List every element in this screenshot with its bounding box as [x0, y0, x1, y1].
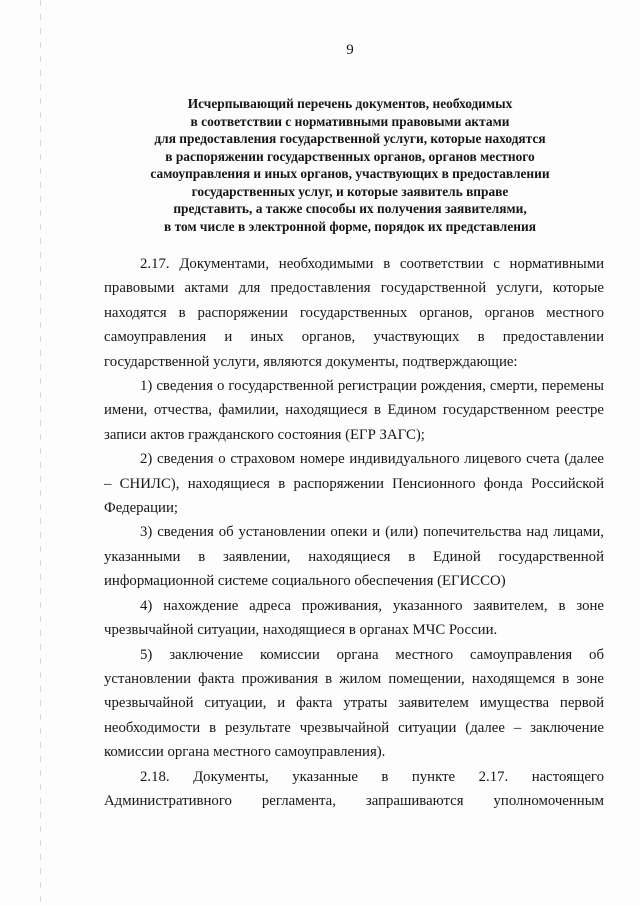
heading-line: самоуправления и иных органов, участвующих в предоставлении	[150, 166, 550, 181]
document-body	[104, 252, 604, 813]
section-heading	[100, 95, 600, 235]
heading-line: государственных услуг, и которые заявитель вправе	[191, 183, 509, 199]
paragraph-item-3: 3) сведения об установлении опеки и (или) попечительства над лицами, указанными в заявлении, находящиеся в Единой государственной информационной системе социального обеспечения (ЕГИССО)	[104, 524, 604, 590]
scan-edge-line	[40, 0, 41, 905]
heading-line: в распоряжении государственных органов, органов местного	[165, 148, 535, 164]
heading-line: в том числе в электронной форме, порядок их представления	[164, 218, 536, 234]
heading-line: представить, а также способы их получения заявителями,	[173, 201, 527, 216]
heading-line: в соответствии с нормативными правовыми актами	[190, 113, 510, 129]
paragraph-item-4: 4) нахождение адреса проживания, указанного заявителем, в зоне чрезвычайной ситуации, находящиеся в органах МЧС России.	[104, 597, 604, 639]
paragraph-2-18: 2.18. Документы, указанные в пункте 2.17. настоящего Административного регламента, запрашиваются уполномоченным	[104, 768, 604, 809]
paragraph-item-2: 2) сведения о страховом номере индивидуального лицевого счета (далее – СНИЛС), находящиеся в распоряжении Пенсионного фонда Российской Федерации;	[104, 451, 604, 517]
page-number: 9	[346, 42, 354, 58]
paragraph-item-5: 5) заключение комиссии органа местного самоуправления об установлении факта проживания в жилом помещении, находящемся в зоне чрезвычайной ситуации, и факта утраты заявителем имущества первой необходимости в результате чрезвычайной ситуации (далее – заключение комиссии органа местного самоуправления).	[104, 646, 604, 761]
paragraph-2-17: 2.17. Документами, необходимыми в соответствии с нормативными правовыми актами для предоставления государственной услуги, которые находятся в распоряжении государственных органов, органов местного самоуправления и иных органов, участвующих в предоставлении государственной услуги, являются документы, подтверждающие:	[104, 256, 604, 370]
paragraph-item-1: 1) сведения о государственной регистрации рождения, смерти, перемены имени, отчества, фамилии, находящиеся в Едином государственном реестре записи актов гражданского состояния (ЕГР ЗАГС);	[104, 378, 604, 443]
heading-line: Исчерпывающий перечень документов, необходимых	[187, 96, 513, 111]
heading-line: для предоставления государственной услуги, которые находятся	[154, 131, 546, 146]
